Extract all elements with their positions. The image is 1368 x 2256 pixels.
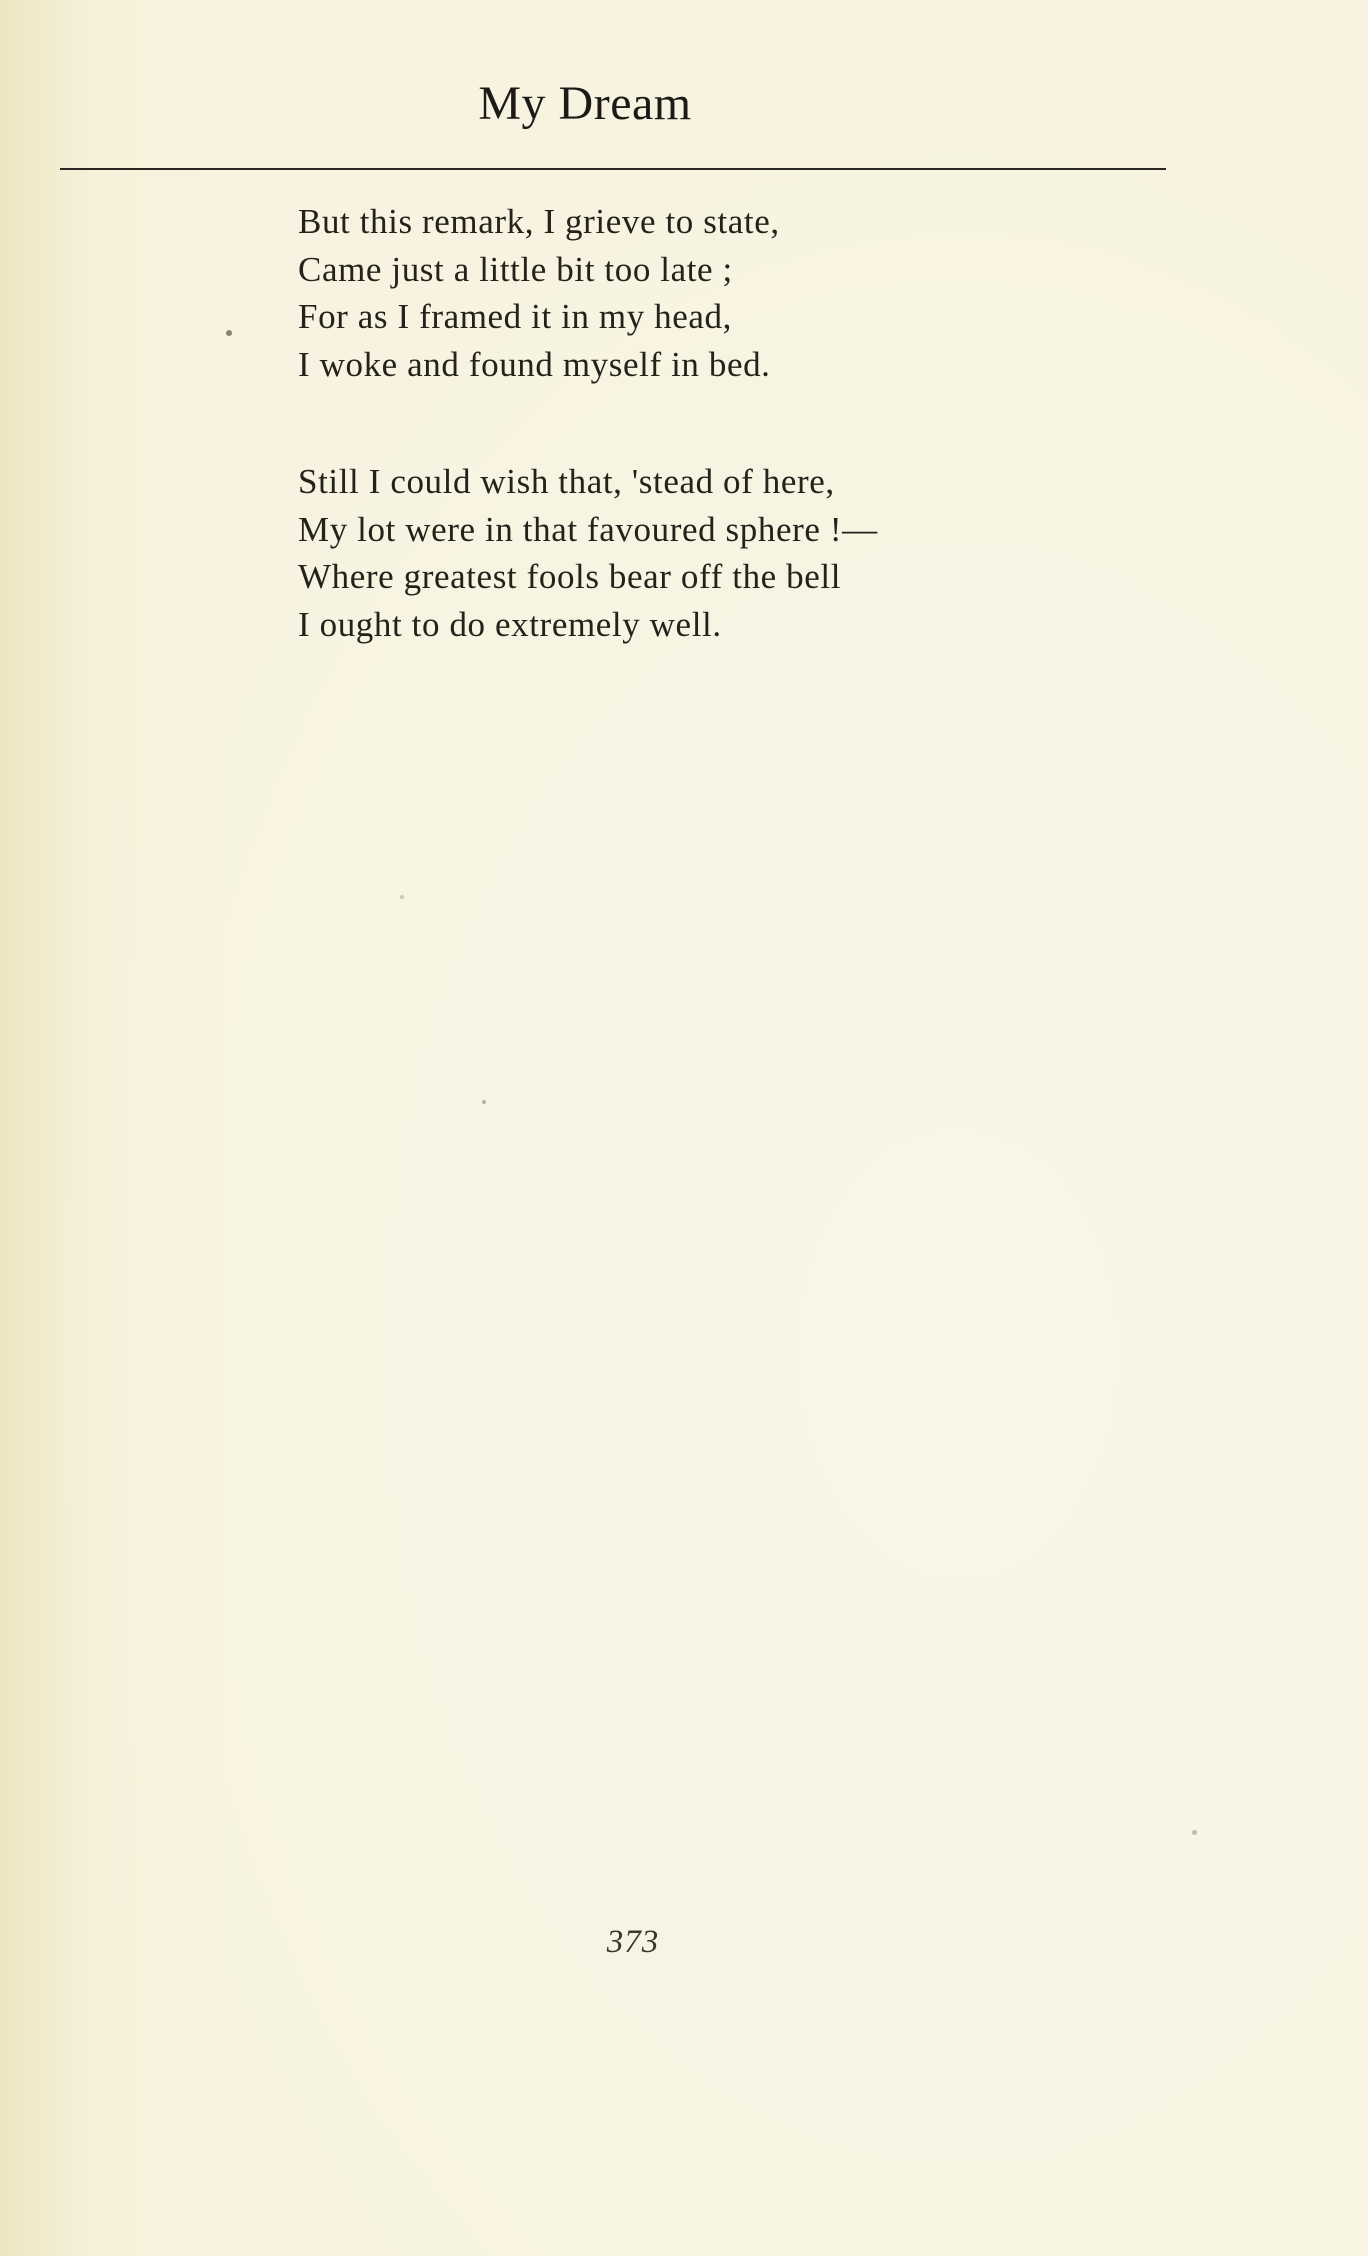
running-head: My Dream [478,77,692,130]
page-number: 373 [606,1924,660,1960]
poem-line: I ought to do extremely well. [298,604,722,644]
poem-line: Still I could wish that, 'stead of here, [298,462,835,501]
stanza-1 [298,198,1118,388]
paper-speck [226,330,232,336]
poem-line: Where greatest fools bear off the bell [298,557,842,596]
stanza-2 [298,458,1118,648]
poem-line: For as I framed it in my head, [298,297,733,336]
paper-speck [482,1100,486,1104]
paper-speck [1192,1830,1197,1835]
poem-line: But this remark, I grieve to state, [298,202,780,241]
poem-line: Came just a little bit too late ; [298,249,733,289]
poem-line: My lot were in that favoured sphere !— [298,509,878,549]
poem-body [298,198,1118,718]
paper-speck [400,895,404,899]
poem-line: I woke and found myself in bed. [298,344,771,384]
header-rule [60,168,1166,170]
